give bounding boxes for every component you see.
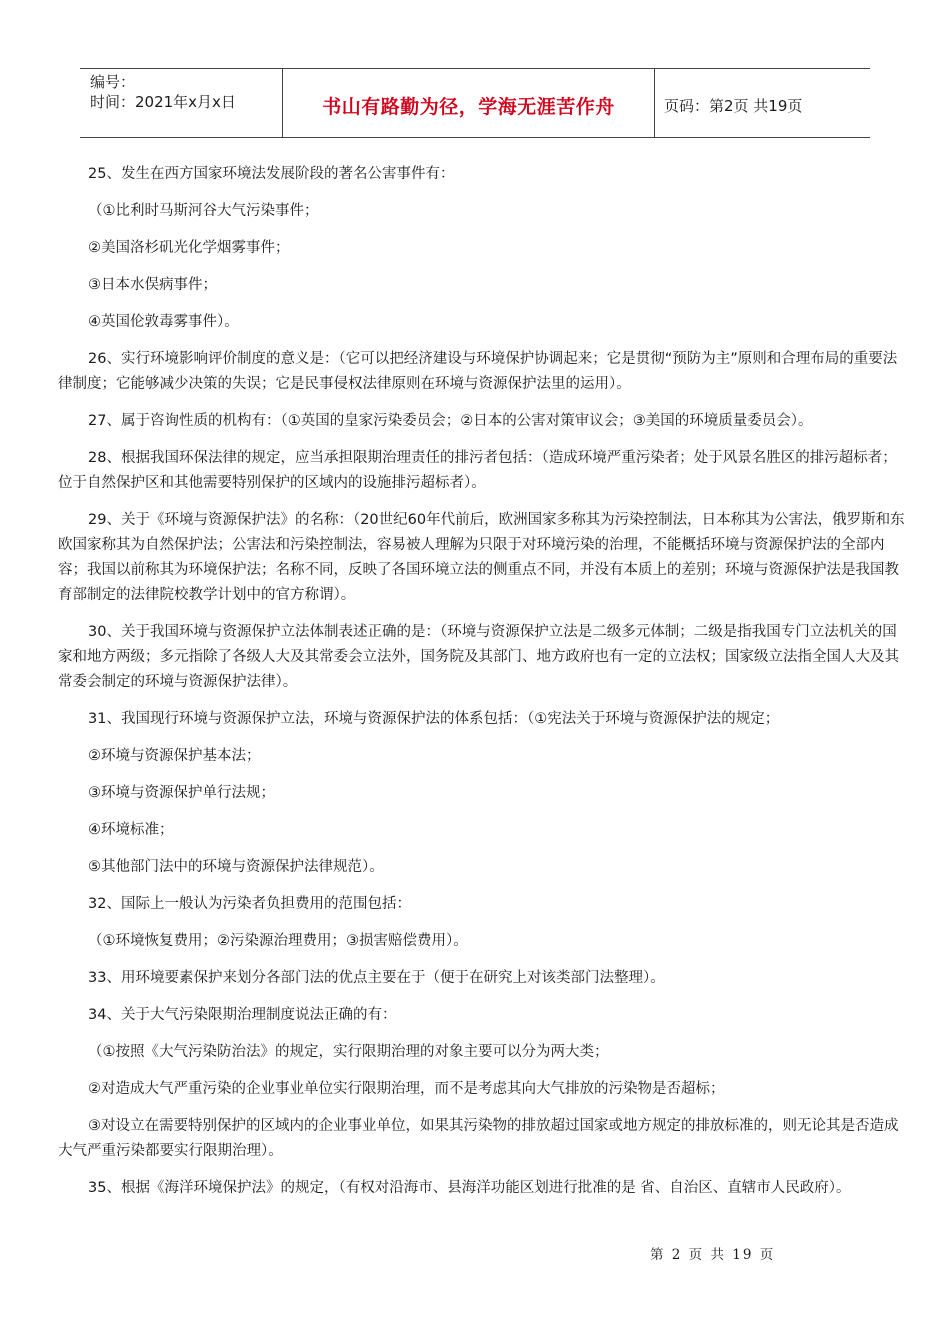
- paragraph-33: 33、用环境要素保护来划分各部门法的优点主要在于（便于在研究上对该类部门法整理）。: [88, 970, 665, 986]
- page-header: [80, 68, 870, 138]
- list-item: ③对设立在需要特别保护的区域内的企业事业单位，如果其污染物的排放超过国家或地方规定的排放标准的，则无论其是否造成大气严重污染都要实行限期治理）。: [58, 1118, 899, 1159]
- list-item: ④环境标准；: [88, 822, 174, 838]
- list-item: ③日本水俣病事件；: [88, 277, 217, 293]
- paragraph-28: 28、根据我国环保法律的规定，应当承担限期治理责任的排污者包括：（造成环境严重污染者；处于风景名胜区的排污超标者；位于自然保护区和其他需要特别保护的区域内的设施排污超标者）。: [58, 450, 897, 491]
- list-item: ⑤其他部门法中的环境与资源保护法律规范）。: [88, 859, 384, 875]
- list-item: ②对造成大气严重污染的企业事业单位实行限期治理，而不是考虑其向大气排放的污染物是否超标；: [88, 1081, 725, 1097]
- paragraph-32: 32、国际上一般认为污染者负担费用的范围包括：: [88, 896, 411, 912]
- paragraph-27: 27、属于咨询性质的机构有：（①英国的皇家污染委员会；②日本的公害对策审议会；③美国的环境质量委员会）。: [88, 413, 813, 429]
- header-left-cell: [80, 69, 283, 137]
- paragraph-35: 35、根据《海洋环境保护法》的规定，（有权对沿海市、县海洋功能区划进行批准的是 省、自治区、直辖市人民政府）。: [88, 1180, 851, 1196]
- paragraph-29: 29、关于《环境与资源保护法》的名称：（20世纪60年代前后，欧洲国家多称其为污染控制法，日本称其为公害法，俄罗斯和东欧国家称其为自然保护法；公害法和污染控制法，容易被人理解为只限于对环境污染的治理，不能概括环境与资源保护法的全部内容；我国以前称其为环境保护法；名称不同，反映了各国环境立法的侧重点不同，并没有本质上的差别；环境与资源保护法是我国教育部制定的法律院校教学计划中的官方称谓）。: [58, 512, 905, 603]
- list-item: （①环境恢复费用；②污染源治理费用；③损害赔偿费用）。: [88, 933, 468, 949]
- header-page-info: 页码：第2页 共19页: [664, 96, 803, 115]
- list-item: ②美国洛杉矶光化学烟雾事件；: [88, 240, 290, 256]
- paragraph-30: 30、关于我国环境与资源保护立法体制表述正确的是：（环境与资源保护立法是二级多元体制；二级是指我国专门立法机关的国家和地方两级；多元指除了各级人大及其常委会立法外，国务院及其部门、地方政府也有一定的立法权；国家级立法指全国人大及其常委会制定的环境与资源保护法律）。: [58, 624, 899, 690]
- paragraph-31: 31、我国现行环境与资源保护立法，环境与资源保护法的体系包括：（①宪法关于环境与资源保护法的规定；: [88, 711, 780, 727]
- page-footer: 第 2 页 共 19 页: [650, 1247, 776, 1263]
- list-item: ②环境与资源保护基本法；: [88, 748, 261, 764]
- paragraph-26: 26、实行环境影响评价制度的意义是：（它可以把经济建设与环境保护协调起来；它是贯彻“预防为主”原则和合理布局的重要法律制度；它能够减少决策的失误；它是民事侵权法律原则在环境与资源保护法里的运用）。: [58, 351, 898, 392]
- paragraph-34: 34、关于大气污染限期治理制度说法正确的有：: [88, 1007, 397, 1023]
- document-number-label: 编号：: [90, 73, 136, 91]
- header-motto-cell: [283, 69, 655, 137]
- list-item: ③环境与资源保护单行法规；: [88, 785, 275, 801]
- paragraph-25: 25、发生在西方国家环境法发展阶段的著名公害事件有：: [88, 166, 455, 182]
- document-body: [58, 162, 906, 1201]
- list-item: （①比利时马斯河谷大气污染事件；: [88, 203, 319, 219]
- list-item: ④英国伦敦毒雾事件）。: [88, 314, 239, 330]
- list-item: （①按照《大气污染防治法》的规定，实行限期治理的对象主要可以分为两大类；: [88, 1044, 609, 1060]
- header-motto: 书山有路勤为径，学海无涯苦作舟: [322, 95, 615, 118]
- document-date: 时间：2021年x月x日: [90, 93, 236, 111]
